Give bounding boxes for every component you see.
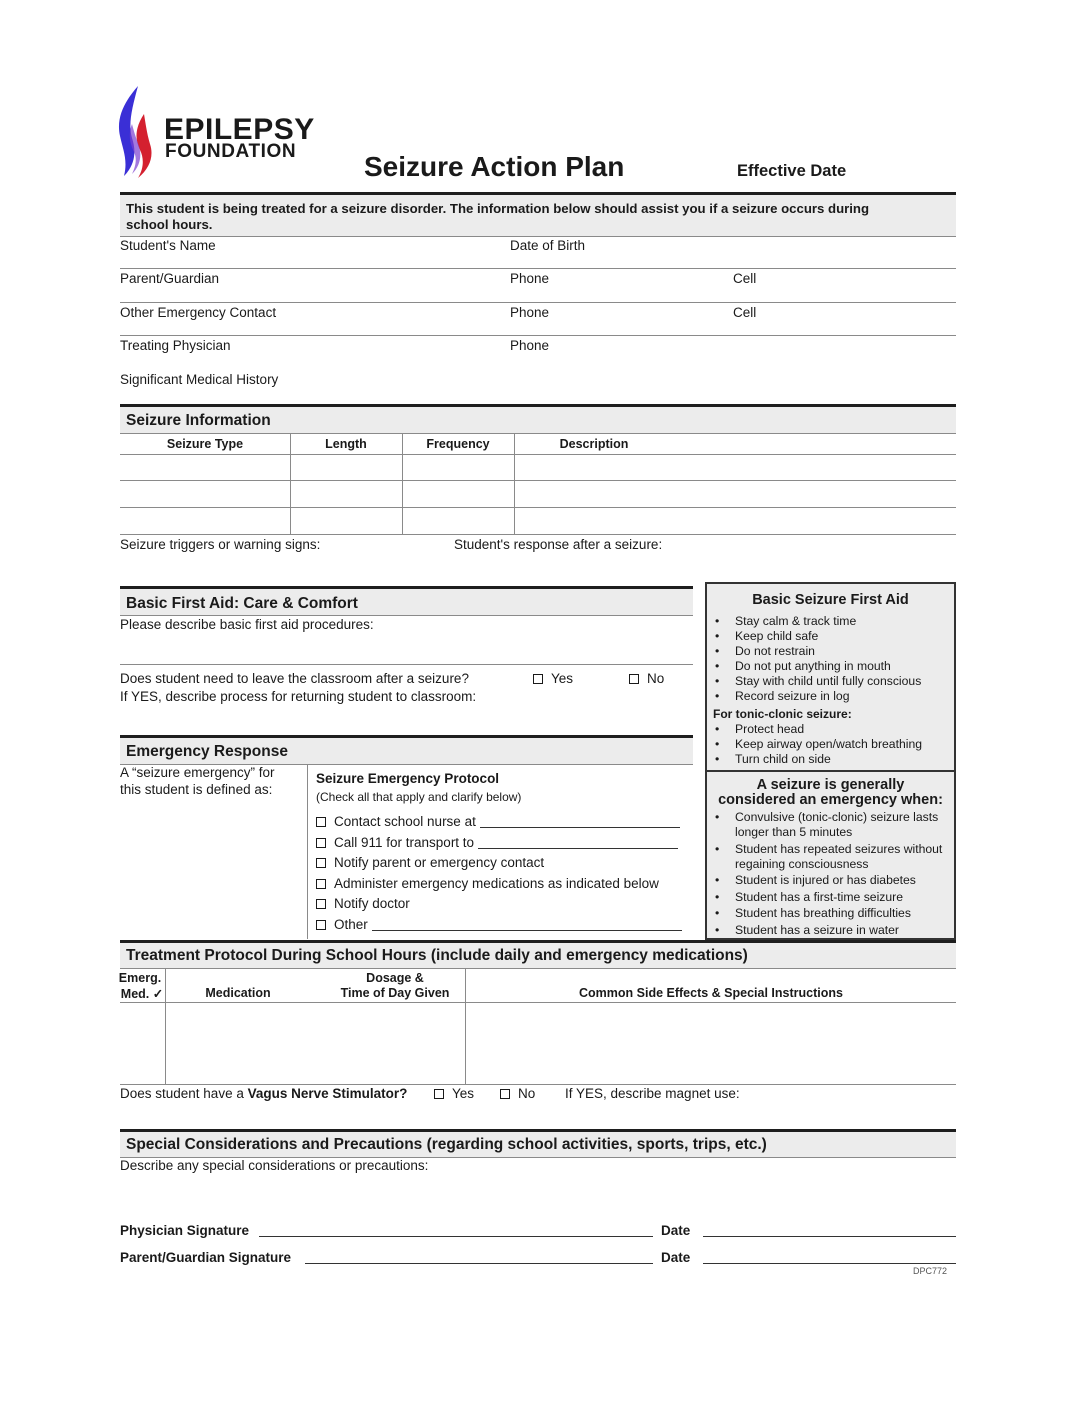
checkbox-label: Notify parent or emergency contact bbox=[334, 855, 545, 870]
vns-prefix: Does student have a bbox=[120, 1086, 248, 1101]
list-item: • Protect head bbox=[707, 722, 954, 737]
divider bbox=[120, 268, 956, 269]
checkbox-label: No bbox=[518, 1086, 536, 1101]
checkbox-label: Call 911 for transport to bbox=[334, 835, 475, 850]
protocol-contact-nurse[interactable] bbox=[316, 814, 680, 830]
protocol-call-911[interactable] bbox=[316, 835, 678, 851]
checkbox-label: Other bbox=[334, 917, 368, 932]
divider bbox=[120, 664, 693, 665]
checkbox-label: Notify doctor bbox=[334, 896, 410, 911]
leave-classroom-question: Does student need to leave the classroom after a seizure? bbox=[120, 671, 469, 686]
vns-yes-checkbox[interactable] bbox=[434, 1086, 474, 1102]
checkbox-icon bbox=[434, 1089, 444, 1099]
divider bbox=[165, 968, 166, 1084]
physician-date-line[interactable] bbox=[703, 1236, 956, 1237]
sidebar-list bbox=[707, 614, 954, 704]
checkbox-icon bbox=[533, 674, 543, 684]
col-dosage-1: Dosage & bbox=[366, 971, 424, 985]
physician-date-label: Date bbox=[661, 1223, 691, 1238]
response-field[interactable]: Student's response after a seizure: bbox=[454, 537, 663, 552]
vns-no-checkbox[interactable] bbox=[500, 1086, 535, 1102]
parent-signature-line[interactable] bbox=[305, 1263, 653, 1264]
other-cell-field[interactable]: Cell bbox=[733, 305, 757, 320]
checkbox-label: Yes bbox=[551, 671, 574, 686]
other-contact-field[interactable]: Other Emergency Contact bbox=[120, 305, 277, 320]
fill-line[interactable] bbox=[478, 848, 678, 849]
divider bbox=[290, 433, 291, 534]
protocol-title: Seizure Emergency Protocol bbox=[316, 771, 500, 786]
divider bbox=[120, 1084, 956, 1085]
protocol-subtitle: (Check all that apply and clarify below) bbox=[316, 790, 522, 804]
protocol-notify-parent[interactable] bbox=[316, 855, 544, 871]
col-length: Length bbox=[325, 437, 367, 451]
effective-date-label: Effective Date bbox=[737, 162, 847, 180]
physician-phone-field[interactable]: Phone bbox=[510, 338, 550, 353]
leave-yes-checkbox[interactable] bbox=[533, 671, 573, 687]
emergency-when-title-1: A seizure is generally bbox=[756, 777, 905, 793]
list-item: • Stay calm & track time bbox=[707, 614, 954, 629]
checkbox-icon bbox=[316, 879, 326, 889]
checkbox-icon bbox=[316, 920, 326, 930]
parent-cell-field[interactable]: Cell bbox=[733, 271, 757, 286]
parent-date-line[interactable] bbox=[703, 1263, 956, 1264]
physician-signature-line[interactable] bbox=[259, 1236, 653, 1237]
triggers-field[interactable]: Seizure triggers or warning signs: bbox=[120, 537, 321, 552]
emergency-when-title-2: considered an emergency when: bbox=[718, 792, 943, 808]
emergency-when-list bbox=[707, 810, 947, 938]
return-process-field[interactable]: If YES, describe process for returning student to classroom: bbox=[120, 689, 477, 704]
list-item: • Convulsive (tonic-clonic) seizure lasts longer than 5 minutes bbox=[707, 810, 947, 840]
medical-history-field[interactable]: Significant Medical History bbox=[120, 372, 279, 387]
special-describe[interactable]: Describe any special considerations or precautions: bbox=[120, 1158, 429, 1173]
seizure-info-title: Seizure Information bbox=[126, 412, 271, 429]
tonic-list bbox=[707, 722, 954, 767]
first-aid-describe[interactable]: Please describe basic first aid procedures: bbox=[120, 617, 374, 632]
divider bbox=[120, 236, 956, 237]
checkbox-label: Contact school nurse at bbox=[334, 814, 476, 829]
checkbox-label: Administer emergency medications as indicated below bbox=[334, 876, 659, 891]
parent-signature-label: Parent/Guardian Signature bbox=[120, 1250, 292, 1265]
tonic-title: For tonic-clonic seizure: bbox=[713, 707, 852, 721]
protocol-administer-meds[interactable] bbox=[316, 876, 659, 892]
checkbox-label: No bbox=[647, 671, 665, 686]
col-dosage-2: Time of Day Given bbox=[340, 986, 450, 1000]
checkbox-icon bbox=[500, 1089, 510, 1099]
list-item: • Do not restrain bbox=[707, 644, 954, 659]
list-item: • Do not put anything in mouth bbox=[707, 659, 954, 674]
list-item: • Student has a seizure in water bbox=[707, 923, 947, 938]
col-frequency: Frequency bbox=[426, 437, 490, 451]
col-description: Description bbox=[559, 437, 629, 451]
special-title: Special Considerations and Precautions (regarding school activities, sports, trips, etc.) bbox=[126, 1136, 767, 1153]
divider bbox=[120, 335, 956, 336]
page-title: Seizure Action Plan bbox=[364, 151, 625, 182]
parent-phone-field[interactable]: Phone bbox=[510, 271, 550, 286]
intro-text-1: This student is being treated for a seizure disorder. The information below should assist you if a seizure occurs during bbox=[126, 201, 870, 216]
intro-text-2: school hours. bbox=[126, 217, 213, 232]
list-item: • Student has a first-time seizure bbox=[707, 890, 947, 905]
col-seizure-type: Seizure Type bbox=[166, 437, 244, 451]
physician-field[interactable]: Treating Physician bbox=[120, 338, 231, 353]
logo-line2: FOUNDATION bbox=[165, 141, 297, 162]
checkbox-label: Yes bbox=[452, 1086, 475, 1101]
flame-icon bbox=[114, 84, 162, 180]
divider bbox=[307, 764, 308, 939]
magnet-use-field[interactable]: If YES, describe magnet use: bbox=[565, 1086, 740, 1101]
other-phone-field[interactable]: Phone bbox=[510, 305, 550, 320]
divider bbox=[120, 968, 956, 969]
sidebar-title: Basic Seizure First Aid bbox=[752, 592, 909, 608]
list-item: • Keep airway open/watch breathing bbox=[707, 737, 954, 752]
list-item: • Keep child safe bbox=[707, 629, 954, 644]
epilepsy-foundation-logo bbox=[114, 84, 326, 180]
vns-question bbox=[120, 1086, 407, 1102]
divider bbox=[120, 615, 693, 616]
first-aid-sidebar bbox=[705, 582, 956, 940]
parent-date-label: Date bbox=[661, 1250, 691, 1265]
checkbox-icon bbox=[316, 838, 326, 848]
emergency-defined-1: A “seizure emergency” for bbox=[120, 765, 275, 780]
checkbox-icon bbox=[316, 817, 326, 827]
list-item: • Turn child on side bbox=[707, 752, 954, 767]
divider bbox=[465, 968, 466, 1084]
divider bbox=[120, 454, 956, 455]
physician-signature-label: Physician Signature bbox=[120, 1223, 250, 1238]
leave-no-checkbox[interactable] bbox=[629, 671, 664, 687]
treatment-title: Treatment Protocol During School Hours (include daily and emergency medications) bbox=[126, 947, 748, 964]
divider bbox=[120, 1002, 956, 1003]
checkbox-icon bbox=[316, 899, 326, 909]
list-item: • Student has breathing difficulties bbox=[707, 906, 947, 921]
divider bbox=[120, 433, 956, 434]
col-emerg-1: Emerg. bbox=[118, 971, 162, 985]
sidebar-divider bbox=[707, 770, 954, 772]
protocol-other[interactable] bbox=[316, 917, 682, 933]
checkbox-icon bbox=[316, 858, 326, 868]
divider bbox=[514, 433, 515, 534]
divider bbox=[120, 507, 956, 508]
list-item: • Stay with child until fully conscious bbox=[707, 674, 954, 689]
vns-bold: Vagus Nerve Stimulator? bbox=[247, 1086, 408, 1101]
first-aid-title: Basic First Aid: Care & Comfort bbox=[126, 595, 358, 612]
checkbox-icon bbox=[629, 674, 639, 684]
form-code: DPC772 bbox=[913, 1266, 948, 1276]
divider bbox=[120, 480, 956, 481]
logo-line1: EPILEPSY bbox=[164, 113, 315, 146]
divider bbox=[120, 302, 956, 303]
col-medication: Medication bbox=[205, 986, 271, 1000]
divider bbox=[402, 433, 403, 534]
emergency-defined-2: this student is defined as: bbox=[120, 782, 273, 797]
parent-guardian-field[interactable]: Parent/Guardian bbox=[120, 271, 220, 286]
list-item: • Student is injured or has diabetes bbox=[707, 873, 947, 888]
list-item: • Record seizure in log bbox=[707, 689, 954, 704]
fill-line[interactable] bbox=[480, 827, 680, 828]
date-of-birth-field[interactable]: Date of Birth bbox=[510, 238, 586, 253]
emergency-title: Emergency Response bbox=[126, 743, 288, 760]
list-item: • Student has repeated seizures without regaining consciousness bbox=[707, 842, 947, 872]
protocol-notify-doctor[interactable] bbox=[316, 896, 410, 912]
student-name-field[interactable]: Student's Name bbox=[120, 238, 216, 253]
divider bbox=[120, 534, 956, 535]
col-side-effects: Common Side Effects & Special Instructions bbox=[579, 986, 843, 1000]
fill-line[interactable] bbox=[372, 930, 682, 931]
col-emerg-2: Med. ✓ bbox=[120, 987, 164, 1001]
